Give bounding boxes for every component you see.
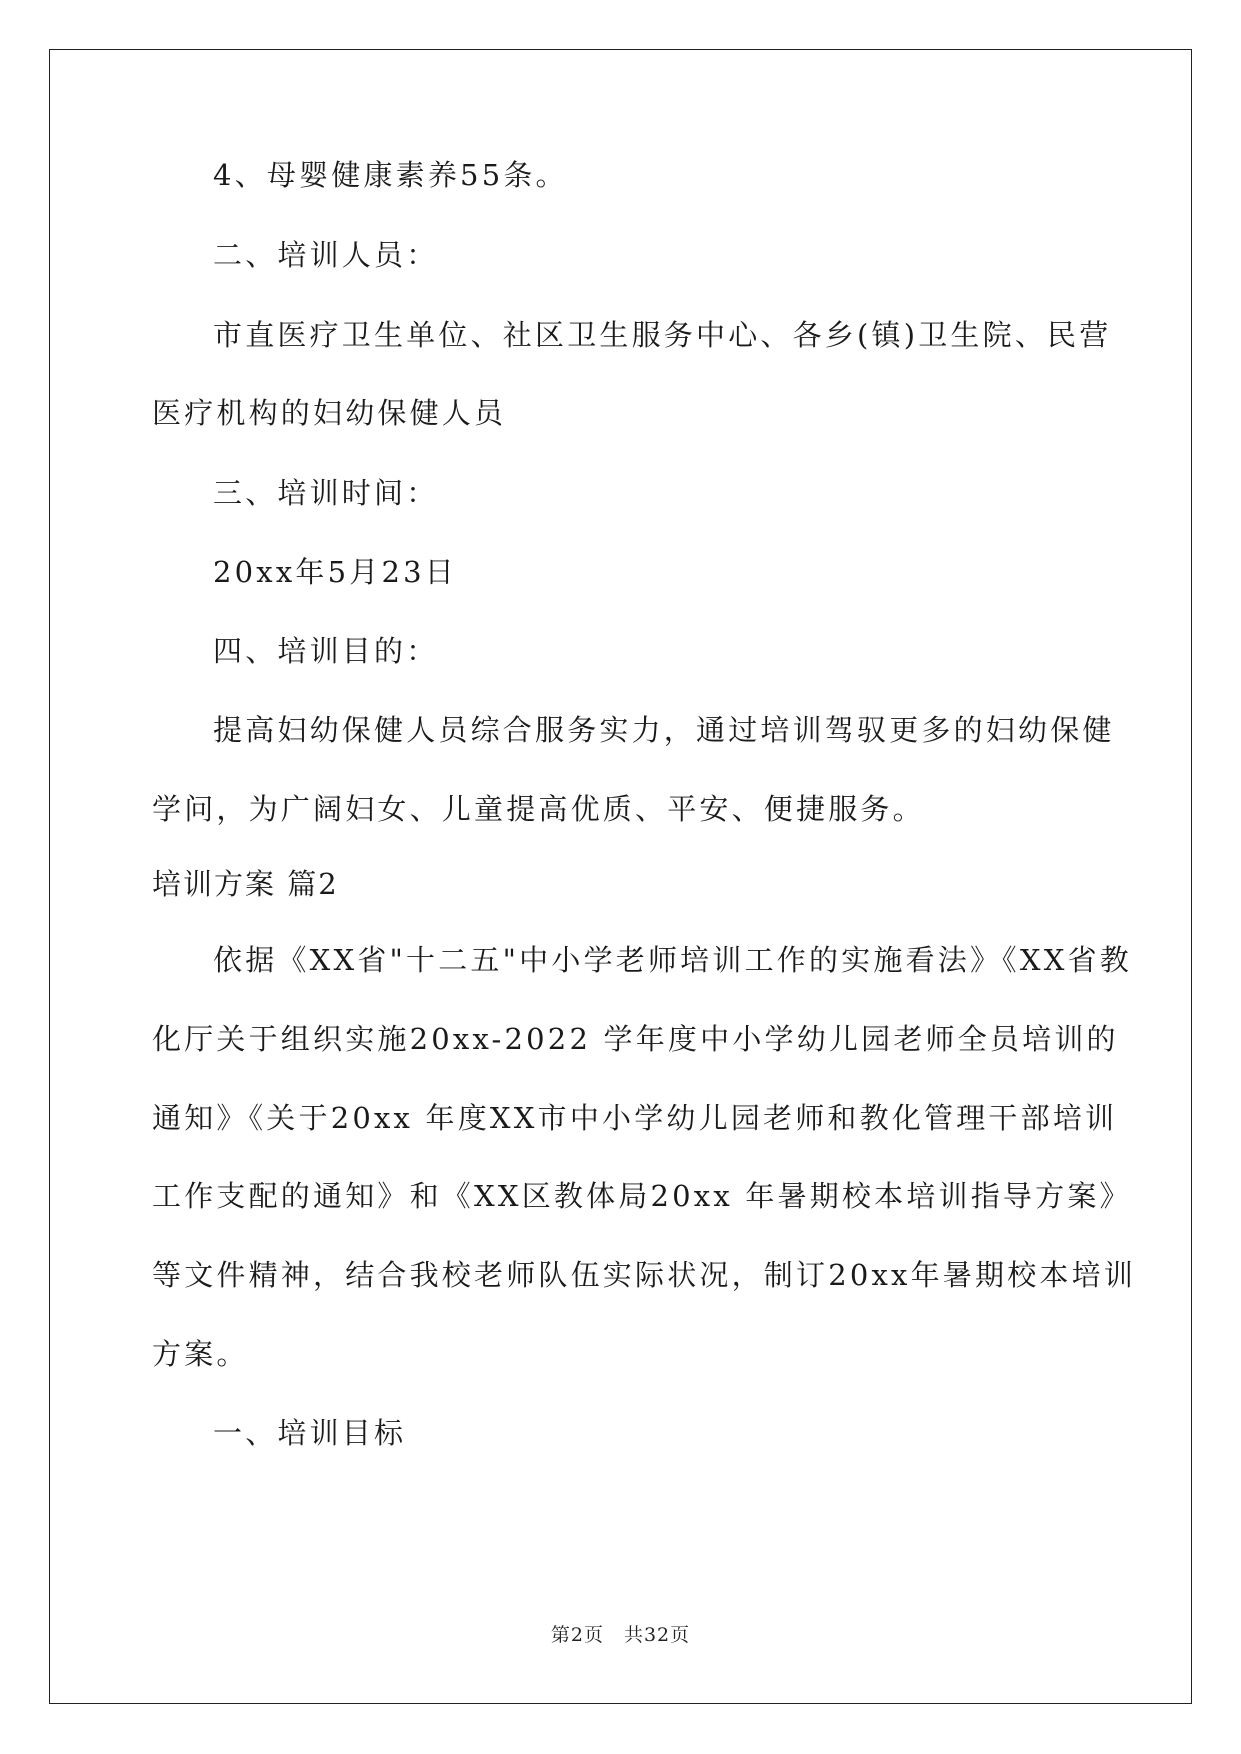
section-heading: 一、培训目标 xyxy=(213,1416,407,1450)
section-heading: 四、培训目的： xyxy=(213,634,439,668)
text-line: 工作支配的通知》和《XX区教体局20xx 年暑期校本培训指导方案》 xyxy=(152,1179,1132,1213)
text-line: 医疗机构的妇幼保健人员 xyxy=(152,396,507,430)
page-number-footer: 第2页 共32页 xyxy=(550,1624,691,1646)
text-line: 20xx年5月23日 xyxy=(213,555,457,589)
text-line: 依据《XX省"十二五"中小学老师培训工作的实施看法》《XX省教 xyxy=(213,943,1132,977)
text-line: 通知》《关于20xx 年度XX市中小学幼儿园老师和教化管理干部培训 xyxy=(152,1101,1118,1135)
text-line: 方案。 xyxy=(152,1337,249,1371)
section-heading: 三、培训时间： xyxy=(213,476,439,510)
text-line: 市直医疗卫生单位、社区卫生服务中心、各乡(镇)卫生院、民营 xyxy=(213,318,1112,352)
text-line: 提高妇幼保健人员综合服务实力，通过培训驾驭更多的妇幼保健 xyxy=(213,713,1115,747)
document-heading: 培训方案 篇2 xyxy=(152,867,339,901)
text-line: 学问，为广阔妇女、儿童提高优质、平安、便捷服务。 xyxy=(152,792,925,826)
section-heading: 二、培训人员： xyxy=(213,238,439,272)
text-line: 化厅关于组织实施20xx-2022 学年度中小学幼儿园老师全员培训的 xyxy=(152,1022,1119,1056)
text-line: 4、母婴健康素养55条。 xyxy=(213,158,568,192)
text-line: 等文件精神，结合我校老师队伍实际状况，制订20xx年暑期校本培训 xyxy=(152,1258,1137,1292)
